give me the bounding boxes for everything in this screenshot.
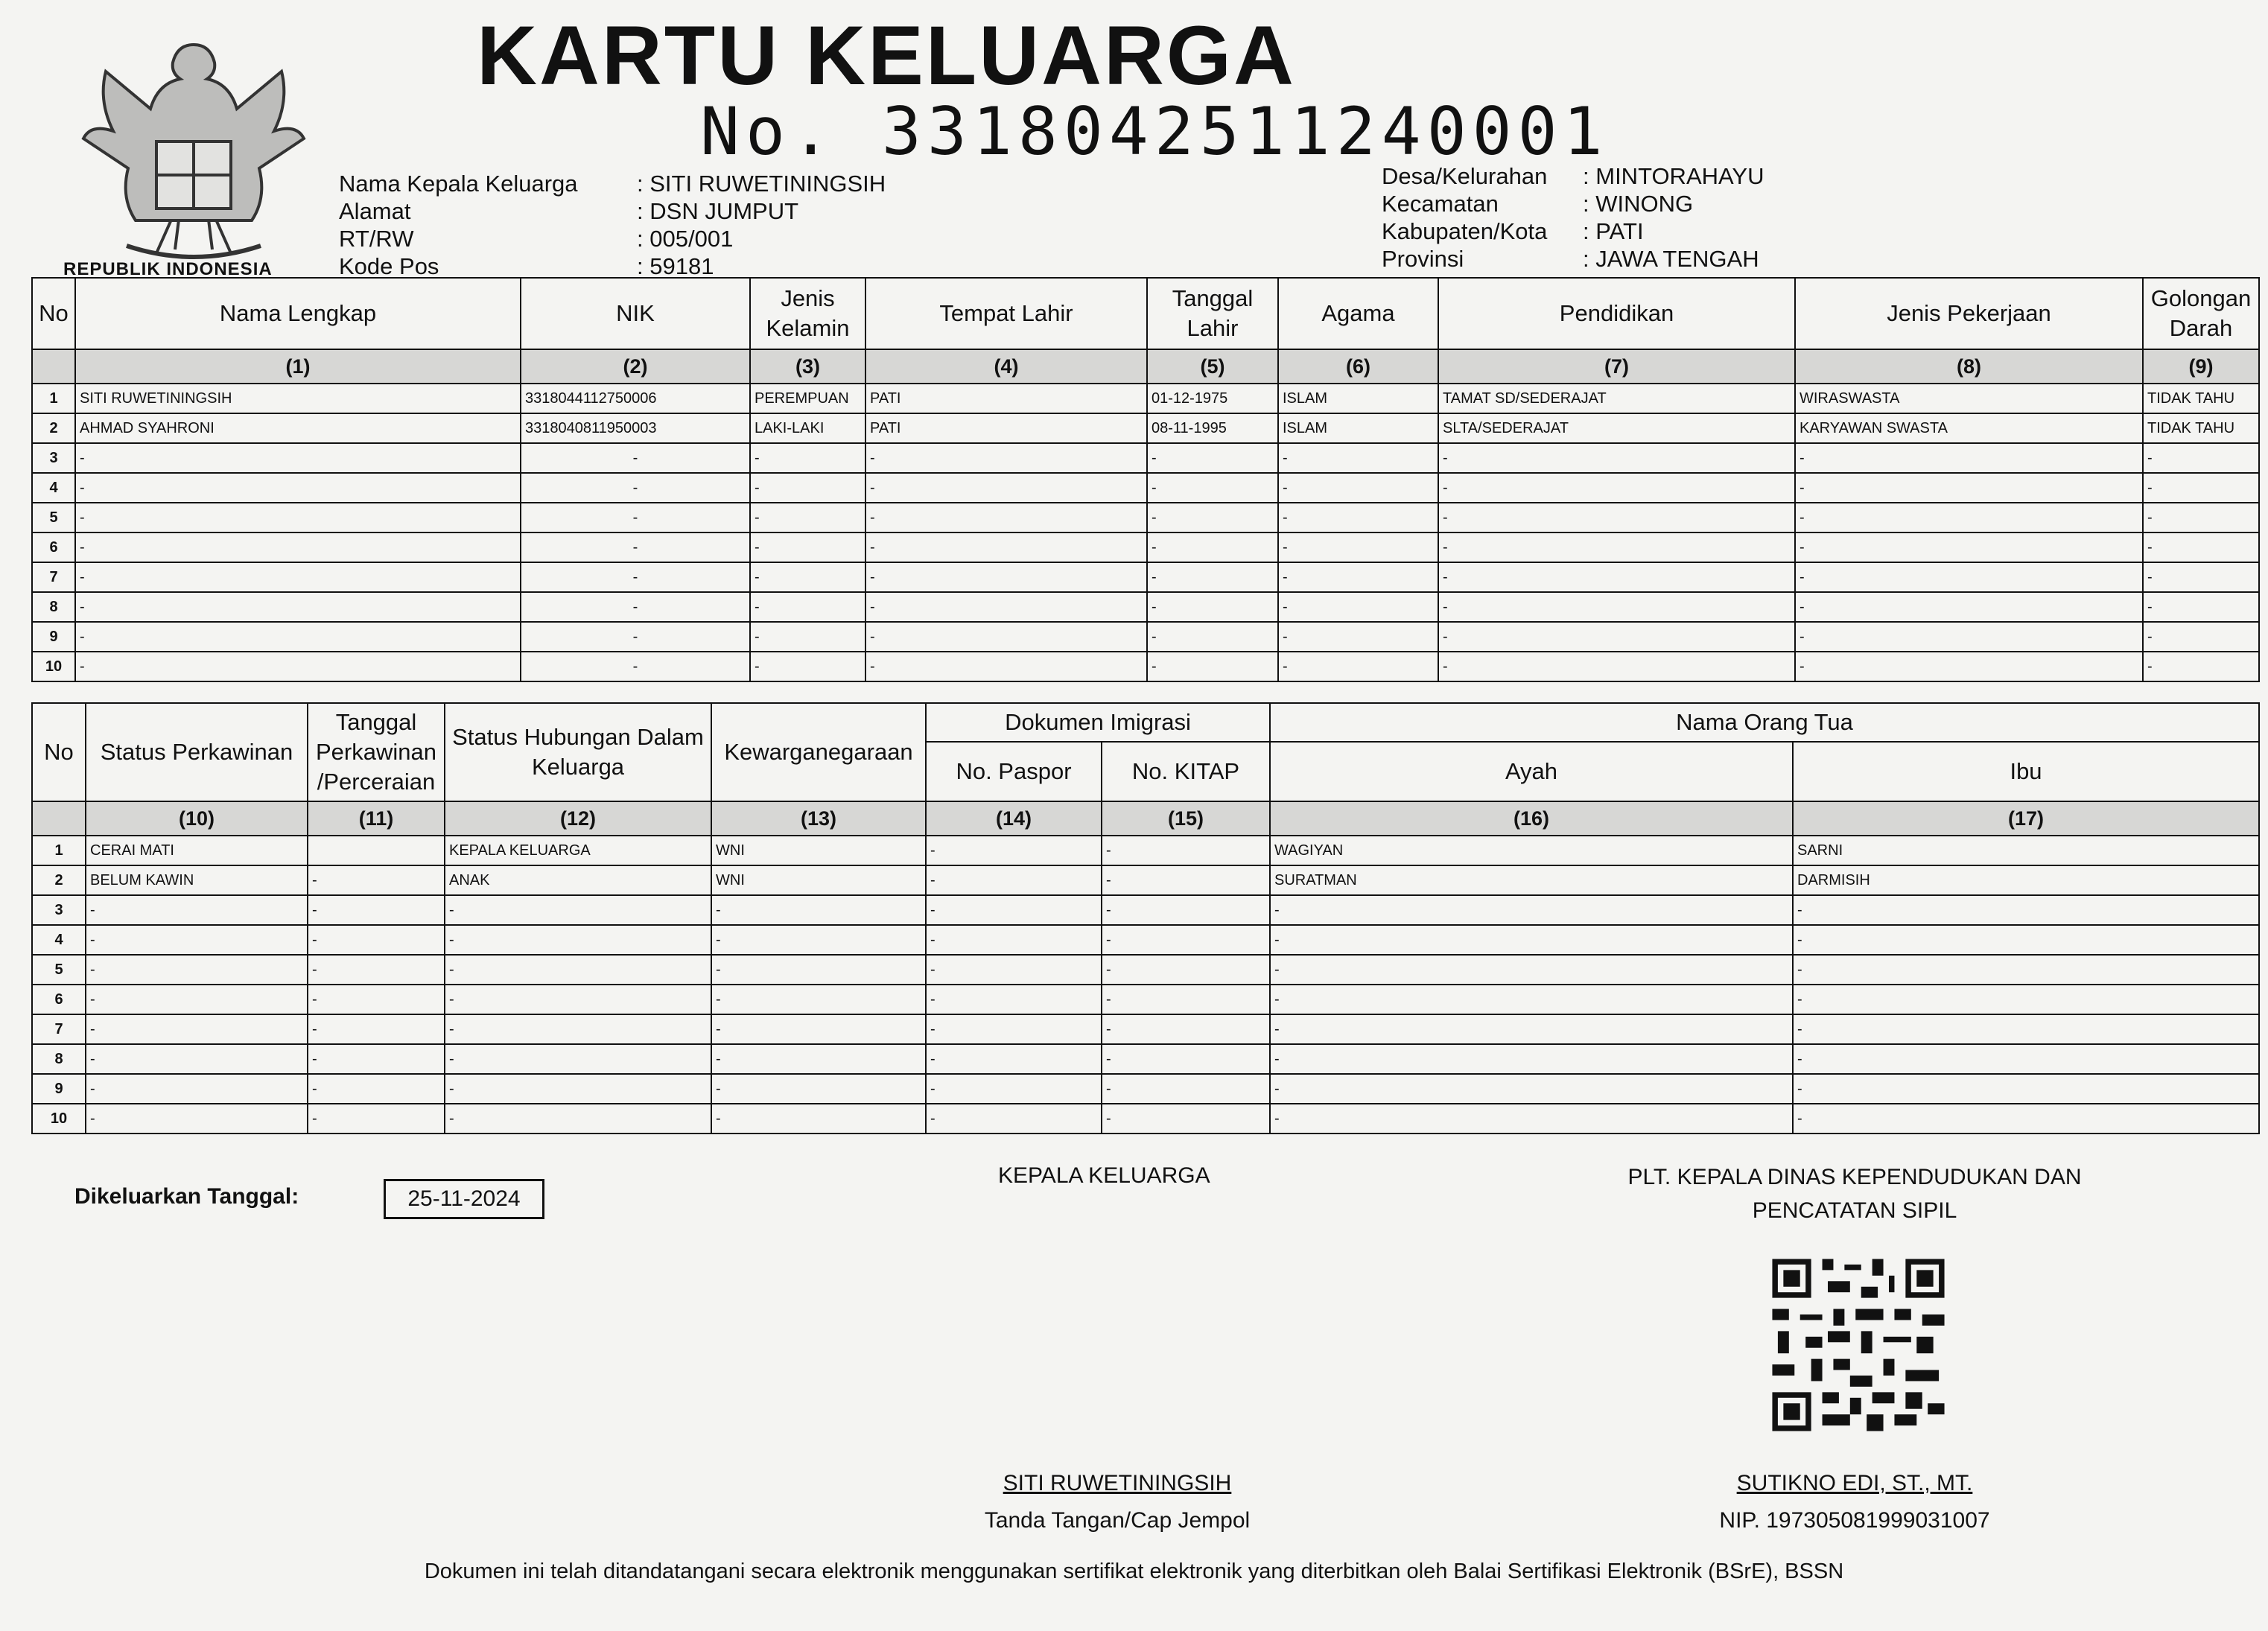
table-row xyxy=(32,384,2259,413)
table-row xyxy=(32,503,2259,532)
blood-type-cell: TIDAK TAHU xyxy=(2143,413,2259,443)
passport-cell: - xyxy=(926,836,1102,865)
education-cell: TAMAT SD/SEDERAJAT xyxy=(1438,384,1795,413)
full-name-cell: SITI RUWETININGSIH xyxy=(75,384,521,413)
table-row xyxy=(32,443,2259,473)
education-cell: - xyxy=(1438,443,1795,473)
father-name-cell: SURATMAN xyxy=(1270,865,1793,895)
blood-type-cell: - xyxy=(2143,503,2259,532)
col-header-no: No xyxy=(32,278,75,349)
education-cell: - xyxy=(1438,503,1795,532)
header-label: Nama Kepala Keluarga xyxy=(339,171,578,197)
header-colon: : xyxy=(1583,246,1589,272)
full-name-cell: - xyxy=(75,562,521,592)
col-header-marital-status: Status Perkawinan xyxy=(86,703,308,801)
col-header-citizenship: Kewarganegaraan xyxy=(711,703,926,801)
header-label: Provinsi xyxy=(1382,246,1464,272)
mother-name-cell: - xyxy=(1793,1104,2259,1134)
header-colon: : xyxy=(637,171,644,197)
marital-status-cell: - xyxy=(86,925,308,955)
index-cell: (1) xyxy=(75,349,521,384)
index-cell: (11) xyxy=(308,801,445,836)
index-cell: (4) xyxy=(865,349,1147,384)
father-name-cell: - xyxy=(1270,895,1793,925)
birthdate-cell: 01-12-1975 xyxy=(1147,384,1278,413)
marriage-date-cell xyxy=(308,836,445,865)
marriage-date-cell: - xyxy=(308,925,445,955)
marriage-date-cell: - xyxy=(308,985,445,1014)
religion-cell: - xyxy=(1278,443,1438,473)
head-of-family-caption: Tanda Tangan/Cap Jempol xyxy=(984,1508,1251,1533)
col-header-sex: Jenis Kelamin xyxy=(750,278,865,349)
birthplace-cell: - xyxy=(865,622,1147,652)
header-value: WINONG xyxy=(1595,191,1694,217)
index-cell: (7) xyxy=(1438,349,1795,384)
birthplace-cell: - xyxy=(865,443,1147,473)
citizenship-cell: - xyxy=(711,1104,926,1134)
passport-cell: - xyxy=(926,895,1102,925)
relationship-cell: - xyxy=(445,1014,711,1044)
marriage-date-cell: - xyxy=(308,1074,445,1104)
full-name-cell: - xyxy=(75,443,521,473)
passport-cell: - xyxy=(926,955,1102,985)
header-district-row xyxy=(1382,190,1693,218)
marriage-date-cell: - xyxy=(308,1104,445,1134)
header-village-row xyxy=(1382,162,1764,191)
mother-name-cell: - xyxy=(1793,1044,2259,1074)
table-row xyxy=(32,955,2259,985)
citizenship-cell: WNI xyxy=(711,865,926,895)
table-row xyxy=(32,1044,2259,1074)
index-cell: (3) xyxy=(750,349,865,384)
row-number-cell: 3 xyxy=(32,443,75,473)
birthplace-cell: - xyxy=(865,592,1147,622)
occupation-cell: - xyxy=(1795,622,2143,652)
citizenship-cell: - xyxy=(711,1044,926,1074)
kitap-cell: - xyxy=(1102,925,1270,955)
header-value: PATI xyxy=(1595,218,1644,244)
header-regency-row xyxy=(1382,217,1644,246)
table-row xyxy=(32,1074,2259,1104)
index-cell: (10) xyxy=(86,801,308,836)
birthplace-cell: - xyxy=(865,473,1147,503)
marital-status-cell: BELUM KAWIN xyxy=(86,865,308,895)
index-cell: (8) xyxy=(1795,349,2143,384)
birthdate-cell: - xyxy=(1147,652,1278,681)
occupation-cell: - xyxy=(1795,473,2143,503)
relationship-cell: ANAK xyxy=(445,865,711,895)
index-cell: (13) xyxy=(711,801,926,836)
citizenship-cell: - xyxy=(711,1074,926,1104)
mother-name-cell: - xyxy=(1793,1014,2259,1044)
emblem-caption: REPUBLIK INDONESIA xyxy=(63,259,273,279)
relationship-cell: - xyxy=(445,925,711,955)
citizenship-cell: WNI xyxy=(711,836,926,865)
table-row xyxy=(32,1104,2259,1134)
header-colon: : xyxy=(637,226,644,252)
blood-type-cell: - xyxy=(2143,562,2259,592)
mother-name-cell: SARNI xyxy=(1793,836,2259,865)
passport-cell: - xyxy=(926,1104,1102,1134)
mother-name-cell: - xyxy=(1793,955,2259,985)
education-cell: - xyxy=(1438,532,1795,562)
row-number-cell: 6 xyxy=(32,532,75,562)
birthdate-cell: - xyxy=(1147,473,1278,503)
row-number-cell: 10 xyxy=(32,1104,86,1134)
blood-type-cell: - xyxy=(2143,473,2259,503)
row-number-cell: 4 xyxy=(32,473,75,503)
col-header-parents: Nama Orang Tua xyxy=(1270,703,2259,742)
sex-cell: - xyxy=(750,592,865,622)
blood-type-cell: - xyxy=(2143,532,2259,562)
row-number-cell: 4 xyxy=(32,925,86,955)
header-label: Kabupaten/Kota xyxy=(1382,218,1548,244)
birthdate-cell: - xyxy=(1147,622,1278,652)
index-cell: (17) xyxy=(1793,801,2259,836)
row-number-cell: 1 xyxy=(32,836,86,865)
header-value: JAWA TENGAH xyxy=(1595,246,1759,272)
sex-cell: - xyxy=(750,443,865,473)
official-title-line2: PENCATATAN SIPIL xyxy=(1752,1198,1957,1223)
header-value: 005/001 xyxy=(649,226,734,252)
row-number-cell: 9 xyxy=(32,622,75,652)
marriage-date-cell: - xyxy=(308,895,445,925)
index-cell: (12) xyxy=(445,801,711,836)
row-number-cell: 2 xyxy=(32,413,75,443)
col-header-bloodtype: Golongan Darah xyxy=(2143,278,2259,349)
birthdate-cell: - xyxy=(1147,503,1278,532)
kk-number: No. 3318042511240001 xyxy=(700,93,1609,170)
row-number-cell: 6 xyxy=(32,985,86,1014)
header-colon: : xyxy=(1583,163,1589,189)
nik-cell: 3318044112750006 xyxy=(521,384,750,413)
birthdate-cell: - xyxy=(1147,443,1278,473)
index-cell xyxy=(32,349,75,384)
mother-name-cell: - xyxy=(1793,895,2259,925)
index-row xyxy=(32,801,2259,836)
blood-type-cell: - xyxy=(2143,652,2259,681)
kitap-cell: - xyxy=(1102,1104,1270,1134)
kitap-cell: - xyxy=(1102,865,1270,895)
index-cell: (16) xyxy=(1270,801,1793,836)
col-header-birthdate: Tanggal Lahir xyxy=(1147,278,1278,349)
nik-cell: - xyxy=(521,532,750,562)
index-cell: (15) xyxy=(1102,801,1270,836)
mother-name-cell: DARMISIH xyxy=(1793,865,2259,895)
row-number-cell: 2 xyxy=(32,865,86,895)
relationship-cell: KEPALA KELUARGA xyxy=(445,836,711,865)
birthplace-cell: - xyxy=(865,562,1147,592)
col-header-passport: No. Paspor xyxy=(926,742,1102,801)
education-cell: - xyxy=(1438,562,1795,592)
marital-status-cell: - xyxy=(86,1104,308,1134)
relationship-cell: - xyxy=(445,1044,711,1074)
col-header-nik: NIK xyxy=(521,278,750,349)
birthdate-cell: - xyxy=(1147,562,1278,592)
col-header-occupation: Jenis Pekerjaan xyxy=(1795,278,2143,349)
father-name-cell: - xyxy=(1270,985,1793,1014)
father-name-cell: - xyxy=(1270,1044,1793,1074)
full-name-cell: - xyxy=(75,652,521,681)
header-colon: : xyxy=(1583,191,1589,217)
mother-name-cell: - xyxy=(1793,925,2259,955)
education-cell: - xyxy=(1438,652,1795,681)
head-of-family-name: SITI RUWETININGSIH xyxy=(1003,1471,1232,1495)
passport-cell: - xyxy=(926,1044,1102,1074)
nik-cell: 3318040811950003 xyxy=(521,413,750,443)
row-number-cell: 8 xyxy=(32,1044,86,1074)
table-row xyxy=(32,925,2259,955)
marriage-date-cell: - xyxy=(308,1014,445,1044)
table-row xyxy=(32,895,2259,925)
birthplace-cell: PATI xyxy=(865,384,1147,413)
col-header-relationship: Status Hubungan Dalam Keluarga xyxy=(445,703,711,801)
row-number-cell: 7 xyxy=(32,562,75,592)
religion-cell: - xyxy=(1278,532,1438,562)
row-number-cell: 3 xyxy=(32,895,86,925)
full-name-cell: AHMAD SYAHRONI xyxy=(75,413,521,443)
passport-cell: - xyxy=(926,865,1102,895)
row-number-cell: 8 xyxy=(32,592,75,622)
relationship-cell: - xyxy=(445,1104,711,1134)
row-number-cell: 5 xyxy=(32,503,75,532)
religion-cell: - xyxy=(1278,503,1438,532)
header-value: MINTORAHAYU xyxy=(1595,163,1764,189)
header-colon: : xyxy=(637,253,644,279)
religion-cell: - xyxy=(1278,592,1438,622)
citizenship-cell: - xyxy=(711,895,926,925)
header-label: Alamat xyxy=(339,198,411,224)
occupation-cell: WIRASWASTA xyxy=(1795,384,2143,413)
col-header-immigration-docs: Dokumen Imigrasi xyxy=(926,703,1270,742)
education-cell: SLTA/SEDERAJAT xyxy=(1438,413,1795,443)
kitap-cell: - xyxy=(1102,1014,1270,1044)
relationship-cell: - xyxy=(445,985,711,1014)
index-cell: (2) xyxy=(521,349,750,384)
occupation-cell: - xyxy=(1795,503,2143,532)
sex-cell: LAKI-LAKI xyxy=(750,413,865,443)
religion-cell: ISLAM xyxy=(1278,413,1438,443)
header-value: DSN JUMPUT xyxy=(649,198,799,224)
education-cell: - xyxy=(1438,473,1795,503)
education-cell: - xyxy=(1438,622,1795,652)
index-cell: (6) xyxy=(1278,349,1438,384)
table-row xyxy=(32,865,2259,895)
relationship-cell: - xyxy=(445,1074,711,1104)
col-header-kitap: No. KITAP xyxy=(1102,742,1270,801)
col-header-mother: Ibu xyxy=(1793,742,2259,801)
religion-cell: - xyxy=(1278,622,1438,652)
col-header-marriage-date: Tanggal Perkawinan /Perceraian xyxy=(308,703,445,801)
blood-type-cell: - xyxy=(2143,443,2259,473)
blood-type-cell: - xyxy=(2143,592,2259,622)
passport-cell: - xyxy=(926,985,1102,1014)
e-signature-disclaimer: Dokumen ini telah ditandatangani secara elektronik menggunakan sertifikat elektronik yang diterbitkan oleh Balai Sertifikasi Elektronik (BSrE), BSSN xyxy=(424,1560,1844,1583)
row-number-cell: 5 xyxy=(32,955,86,985)
father-name-cell: - xyxy=(1270,1104,1793,1134)
header-label: RT/RW xyxy=(339,226,414,252)
col-header-education: Pendidikan xyxy=(1438,278,1795,349)
kitap-cell: - xyxy=(1102,1044,1270,1074)
father-name-cell: WAGIYAN xyxy=(1270,836,1793,865)
header-value: 59181 xyxy=(649,253,714,279)
issued-label: Dikeluarkan Tanggal: xyxy=(74,1184,299,1209)
occupation-cell: - xyxy=(1795,652,2143,681)
header-colon: : xyxy=(637,198,644,224)
occupation-cell: - xyxy=(1795,562,2143,592)
table-row xyxy=(32,1014,2259,1044)
kitap-cell: - xyxy=(1102,985,1270,1014)
full-name-cell: - xyxy=(75,532,521,562)
col-header-birthplace: Tempat Lahir xyxy=(865,278,1147,349)
header-colon: : xyxy=(1583,218,1589,244)
table-row xyxy=(32,985,2259,1014)
citizenship-cell: - xyxy=(711,1014,926,1044)
passport-cell: - xyxy=(926,1074,1102,1104)
kitap-cell: - xyxy=(1102,955,1270,985)
occupation-cell: KARYAWAN SWASTA xyxy=(1795,413,2143,443)
kitap-cell: - xyxy=(1102,1074,1270,1104)
header-head-name-row xyxy=(339,170,886,198)
col-header-name: Nama Lengkap xyxy=(75,278,521,349)
father-name-cell: - xyxy=(1270,1014,1793,1044)
birthdate-cell: - xyxy=(1147,532,1278,562)
marital-status-cell: - xyxy=(86,955,308,985)
sex-cell: - xyxy=(750,622,865,652)
nik-cell: - xyxy=(521,443,750,473)
relationship-cell: - xyxy=(445,895,711,925)
qr-code-icon xyxy=(1767,1253,1950,1437)
religion-cell: - xyxy=(1278,473,1438,503)
occupation-cell: - xyxy=(1795,592,2143,622)
birthplace-cell: PATI xyxy=(865,413,1147,443)
kitap-cell: - xyxy=(1102,836,1270,865)
table-row xyxy=(32,413,2259,443)
occupation-cell: - xyxy=(1795,443,2143,473)
sex-cell: - xyxy=(750,503,865,532)
full-name-cell: - xyxy=(75,592,521,622)
header-value: SITI RUWETININGSIH xyxy=(649,171,886,197)
marriage-date-cell: - xyxy=(308,1044,445,1074)
sex-cell: PEREMPUAN xyxy=(750,384,865,413)
marriage-date-cell: - xyxy=(308,865,445,895)
nik-cell: - xyxy=(521,503,750,532)
occupation-cell: - xyxy=(1795,532,2143,562)
sex-cell: - xyxy=(750,532,865,562)
table-row xyxy=(32,622,2259,652)
relationship-cell: - xyxy=(445,955,711,985)
citizenship-cell: - xyxy=(711,955,926,985)
nik-cell: - xyxy=(521,562,750,592)
marital-status-cell: - xyxy=(86,1074,308,1104)
full-name-cell: - xyxy=(75,622,521,652)
birthplace-cell: - xyxy=(865,503,1147,532)
kitap-cell: - xyxy=(1102,895,1270,925)
row-number-cell: 7 xyxy=(32,1014,86,1044)
table-row xyxy=(32,652,2259,681)
index-row xyxy=(32,349,2259,384)
father-name-cell: - xyxy=(1270,1074,1793,1104)
members-table xyxy=(31,277,2260,682)
header-rtrw-row xyxy=(339,225,733,253)
father-name-cell: - xyxy=(1270,925,1793,955)
index-cell: (5) xyxy=(1147,349,1278,384)
religion-cell: ISLAM xyxy=(1278,384,1438,413)
sex-cell: - xyxy=(750,473,865,503)
passport-cell: - xyxy=(926,925,1102,955)
citizenship-cell: - xyxy=(711,925,926,955)
nik-cell: - xyxy=(521,592,750,622)
birthdate-cell: 08-11-1995 xyxy=(1147,413,1278,443)
index-cell: (14) xyxy=(926,801,1102,836)
official-title-line1: PLT. KEPALA DINAS KEPENDUDUKAN DAN xyxy=(1627,1165,2082,1189)
sex-cell: - xyxy=(750,652,865,681)
table-row xyxy=(32,836,2259,865)
nik-cell: - xyxy=(521,473,750,503)
header-label: Kecamatan xyxy=(1382,191,1499,217)
father-name-cell: - xyxy=(1270,955,1793,985)
passport-cell: - xyxy=(926,1014,1102,1044)
blood-type-cell: TIDAK TAHU xyxy=(2143,384,2259,413)
blood-type-cell: - xyxy=(2143,622,2259,652)
citizenship-cell: - xyxy=(711,985,926,1014)
nik-cell: - xyxy=(521,652,750,681)
col-header-father: Ayah xyxy=(1270,742,1793,801)
col-header-no: No xyxy=(32,703,86,801)
official-name: SUTIKNO EDI, ST., MT. xyxy=(1736,1471,1973,1495)
row-number-cell: 1 xyxy=(32,384,75,413)
birthplace-cell: - xyxy=(865,532,1147,562)
document-title: KARTU KELUARGA xyxy=(477,9,1296,102)
header-label: Desa/Kelurahan xyxy=(1382,163,1548,189)
marriage-date-cell: - xyxy=(308,955,445,985)
marital-status-cell: - xyxy=(86,1044,308,1074)
marital-status-cell: - xyxy=(86,985,308,1014)
religion-cell: - xyxy=(1278,652,1438,681)
marital-status-cell: - xyxy=(86,895,308,925)
col-header-religion: Agama xyxy=(1278,278,1438,349)
issued-date: 25-11-2024 xyxy=(384,1179,544,1219)
table-row xyxy=(32,532,2259,562)
table-row xyxy=(32,592,2259,622)
full-name-cell: - xyxy=(75,473,521,503)
mother-name-cell: - xyxy=(1793,1074,2259,1104)
full-name-cell: - xyxy=(75,503,521,532)
marital-status-cell: CERAI MATI xyxy=(86,836,308,865)
header-province-row xyxy=(1382,245,1759,273)
marital-status-cell: - xyxy=(86,1014,308,1044)
official-nip: NIP. 197305081999031007 xyxy=(1719,1508,1990,1533)
row-number-cell: 9 xyxy=(32,1074,86,1104)
header-address-row xyxy=(339,197,798,226)
index-cell: (9) xyxy=(2143,349,2259,384)
table-row xyxy=(32,473,2259,503)
mother-name-cell: - xyxy=(1793,985,2259,1014)
nik-cell: - xyxy=(521,622,750,652)
header-label: Kode Pos xyxy=(339,253,439,279)
education-cell: - xyxy=(1438,592,1795,622)
birthdate-cell: - xyxy=(1147,592,1278,622)
row-number-cell: 10 xyxy=(32,652,75,681)
table-row xyxy=(32,562,2259,592)
birthplace-cell: - xyxy=(865,652,1147,681)
religion-cell: - xyxy=(1278,562,1438,592)
civil-status-table xyxy=(31,702,2260,1134)
head-of-family-title: KEPALA KELUARGA xyxy=(998,1163,1210,1188)
sex-cell: - xyxy=(750,562,865,592)
index-cell xyxy=(32,801,86,836)
